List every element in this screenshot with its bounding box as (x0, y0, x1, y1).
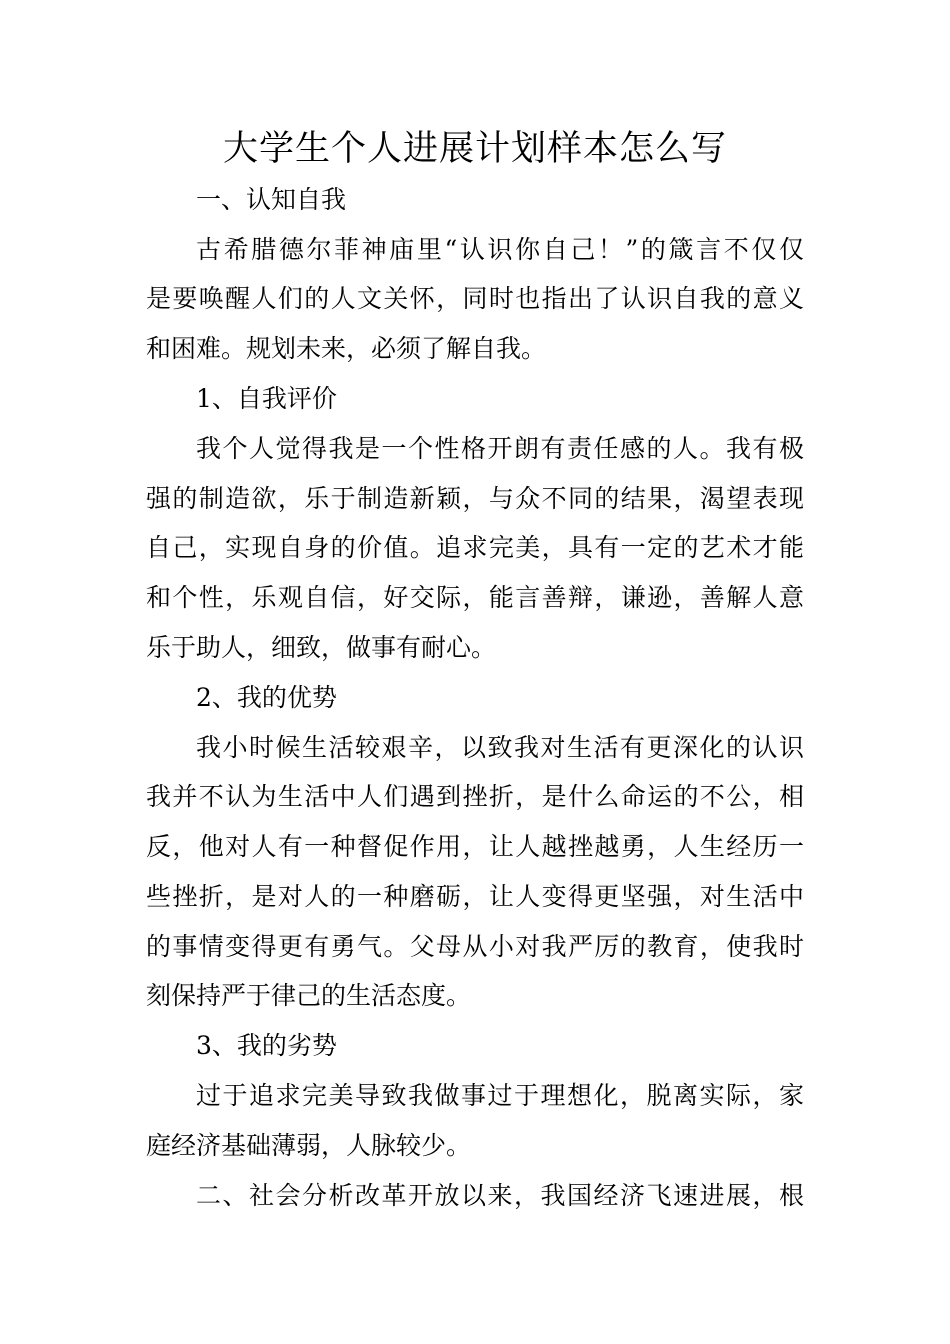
paragraph-line: 过于追求完美导致我做事过于理想化，脱离实际，家 (196, 1081, 804, 1110)
paragraph-line: 乐于助人，细致，做事有耐心。 (146, 633, 497, 662)
paragraph-line: 些挫折，是对人的一种磨砺，让人变得更坚强，对生活中 (146, 882, 804, 911)
paragraph-line: 自己，实现自身的价值。追求完美，具有一定的艺术才能 (146, 533, 804, 562)
heading-know-self: 一、认知自我 (196, 185, 347, 214)
paragraph-line: 刻保持严于律己的生活态度。 (146, 981, 472, 1010)
paragraph-line: 和个性，乐观自信，好交际，能言善辩，谦逊，善解人意 (146, 583, 804, 612)
paragraph-line: 古希腊德尔菲神庙里“认识你自己！”的箴言不仅仅 (196, 235, 804, 264)
heading-self-evaluation: 1、自我评价 (196, 384, 337, 413)
heading-weaknesses: 3、我的劣势 (196, 1031, 337, 1060)
paragraph-line: 反，他对人有一种督促作用，让人越挫越勇，人生经历一 (146, 832, 804, 861)
paragraph-line: 和困难。规划未来，必须了解自我。 (146, 334, 547, 363)
paragraph-line: 我小时候生活较艰辛，以致我对生活有更深化的认识 (196, 733, 804, 762)
paragraph-line: 是要唤醒人们的人文关怀，同时也指出了认识自我的意义 (146, 284, 804, 313)
heading-social-analysis: 二、社会分析改革开放以来，我国经济飞速进展，根 (196, 1181, 804, 1210)
paragraph-line: 我个人觉得我是一个性格开朗有责任感的人。我有极 (196, 434, 804, 463)
paragraph-line: 的事情变得更有勇气。父母从小对我严厉的教育，使我时 (146, 932, 804, 961)
paragraph-line: 庭经济基础薄弱，人脉较少。 (146, 1131, 472, 1160)
paragraph-line: 强的制造欲，乐于制造新颖，与众不同的结果，渴望表现 (146, 484, 804, 513)
document-title: 大学生个人进展计划样本怎么写 (222, 129, 727, 169)
heading-strengths: 2、我的优势 (196, 683, 337, 712)
paragraph-line: 我并不认为生活中人们遇到挫折，是什么命运的不公，相 (146, 782, 804, 811)
